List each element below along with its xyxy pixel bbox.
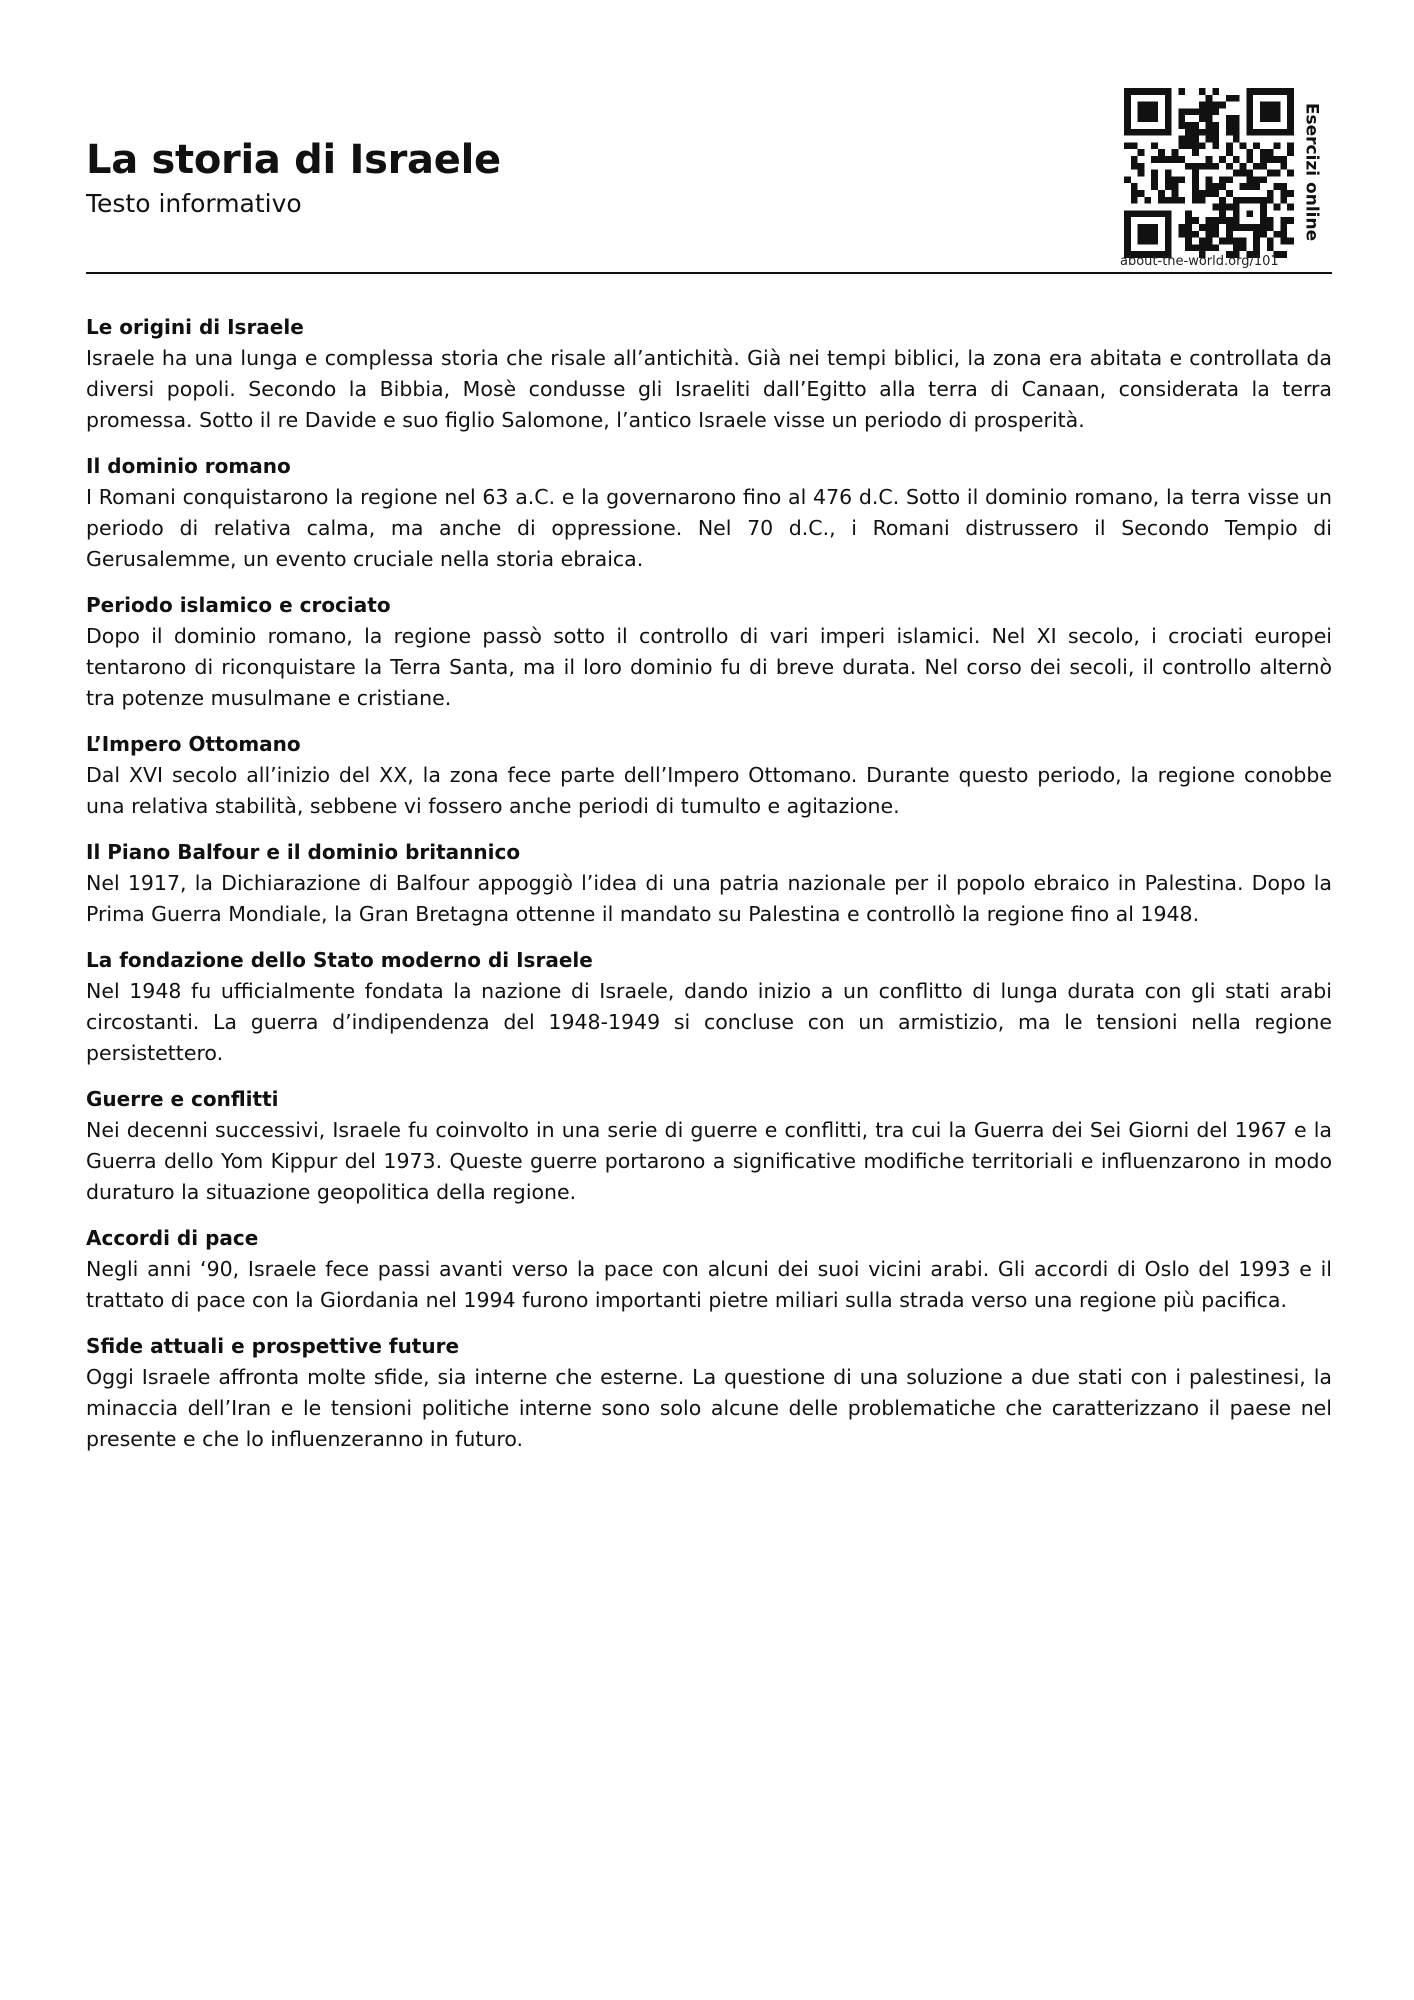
section-heading: Accordi di pace — [86, 1226, 259, 1250]
article-body — [86, 312, 1332, 1470]
section-text: Negli anni ‘90, Israele fece passi avanti verso la pace con alcuni dei suoi vicini arabi. Gli accordi di Oslo del 1993 e il trattato di pace con la Giordania nel 1994 furono importanti pietre miliari sulla strada verso una regione più pacifica. — [86, 1257, 1332, 1312]
qr-side-label: Esercizi online — [1301, 102, 1322, 242]
section-text: Israele ha una lunga e complessa storia che risale all’antichità. Già nei tempi biblici, la zona era abitata e controllata da diversi popoli. Secondo la Bibbia, Mosè condusse gli Israeliti dall’Egitto alla terra di Canaan, considerata la terra promessa. Sotto il re Davide e suo figlio Salomone, l’antico Israele visse un periodo di prosperità. — [86, 346, 1332, 432]
header-divider — [86, 272, 1332, 274]
section-wars-conflicts — [86, 1084, 1332, 1208]
section-text: Nei decenni successivi, Israele fu coinvolto in una serie di guerre e conflitti, tra cui la Guerra dei Sei Giorni del 1967 e la Guerra dello Yom Kippur del 1973. Queste guerre portarono a significative modifiche territoriali e influenzarono in modo duraturo la situazione geopolitica della regione. — [86, 1118, 1332, 1204]
section-heading: Le origini di Israele — [86, 315, 304, 339]
qr-code-icon[interactable] — [1124, 88, 1294, 258]
section-text: Nel 1948 fu ufficialmente fondata la nazione di Israele, dando inizio a un conflitto di lunga durata con gli stati arabi circostanti. La guerra d’indipendenza del 1948-1949 si concluse con un armistizio, ma le tensioni nella regione persistettero. — [86, 979, 1332, 1065]
page-subtitle: Testo informativo — [86, 189, 302, 218]
qr-url[interactable]: about-the-world.org/101 — [1120, 254, 1279, 269]
section-text: Nel 1917, la Dichiarazione di Balfour appoggiò l’idea di una patria nazionale per il popolo ebraico in Palestina. Dopo la Prima Guerra Mondiale, la Gran Bretagna ottenne il mandato su Palestina e controllò la regione fino al 1948. — [86, 871, 1332, 926]
section-heading: La fondazione dello Stato moderno di Israele — [86, 948, 593, 972]
section-state-founding — [86, 945, 1332, 1069]
section-text: Oggi Israele affronta molte sfide, sia interne che esterne. La questione di una soluzione a due stati con i palestinesi, la minaccia dell’Iran e le tensioni politiche interne sono solo alcune delle problematiche che caratterizzano il paese nel presente e che lo influenzeranno in futuro. — [86, 1365, 1332, 1451]
section-balfour-british — [86, 837, 1332, 930]
page-header — [86, 88, 1332, 274]
section-text: Dal XVI secolo all’inizio del XX, la zona fece parte dell’Impero Ottomano. Durante questo periodo, la regione conobbe una relativa stabilità, sebbene vi fossero anche periodi di tumulto e agitazione. — [86, 763, 1332, 818]
qr-side-label-box — [1298, 90, 1324, 254]
section-islamic-crusader — [86, 590, 1332, 714]
qr-code-graphic — [1124, 88, 1294, 258]
section-heading: L’Impero Ottomano — [86, 732, 301, 756]
section-text: Dopo il dominio romano, la regione passò sotto il controllo di vari imperi islamici. Nel XI secolo, i crociati europei tentarono di riconquistare la Terra Santa, ma il loro dominio fu di breve durata. Nel corso dei secoli, il controllo alternò tra potenze musulmane e cristiane. — [86, 624, 1332, 710]
section-heading: Il Piano Balfour e il dominio britannico — [86, 840, 521, 864]
section-ottoman-empire — [86, 729, 1332, 822]
section-current-challenges — [86, 1331, 1332, 1455]
section-roman-rule — [86, 451, 1332, 575]
section-heading: Guerre e conflitti — [86, 1087, 279, 1111]
section-heading: Sfide attuali e prospettive future — [86, 1334, 460, 1358]
section-heading: Il dominio romano — [86, 454, 291, 478]
section-text: I Romani conquistarono la regione nel 63 a.C. e la governarono fino al 476 d.C. Sotto il dominio romano, la terra visse un periodo di relativa calma, ma anche di oppressione. Nel 70 d.C., i Romani distrussero il Secondo Tempio di Gerusalemme, un evento cruciale nella storia ebraica. — [86, 485, 1332, 571]
page-title: La storia di Israele — [86, 137, 501, 183]
section-origins — [86, 312, 1332, 436]
section-peace-accords — [86, 1223, 1332, 1316]
section-heading: Periodo islamico e crociato — [86, 593, 391, 617]
